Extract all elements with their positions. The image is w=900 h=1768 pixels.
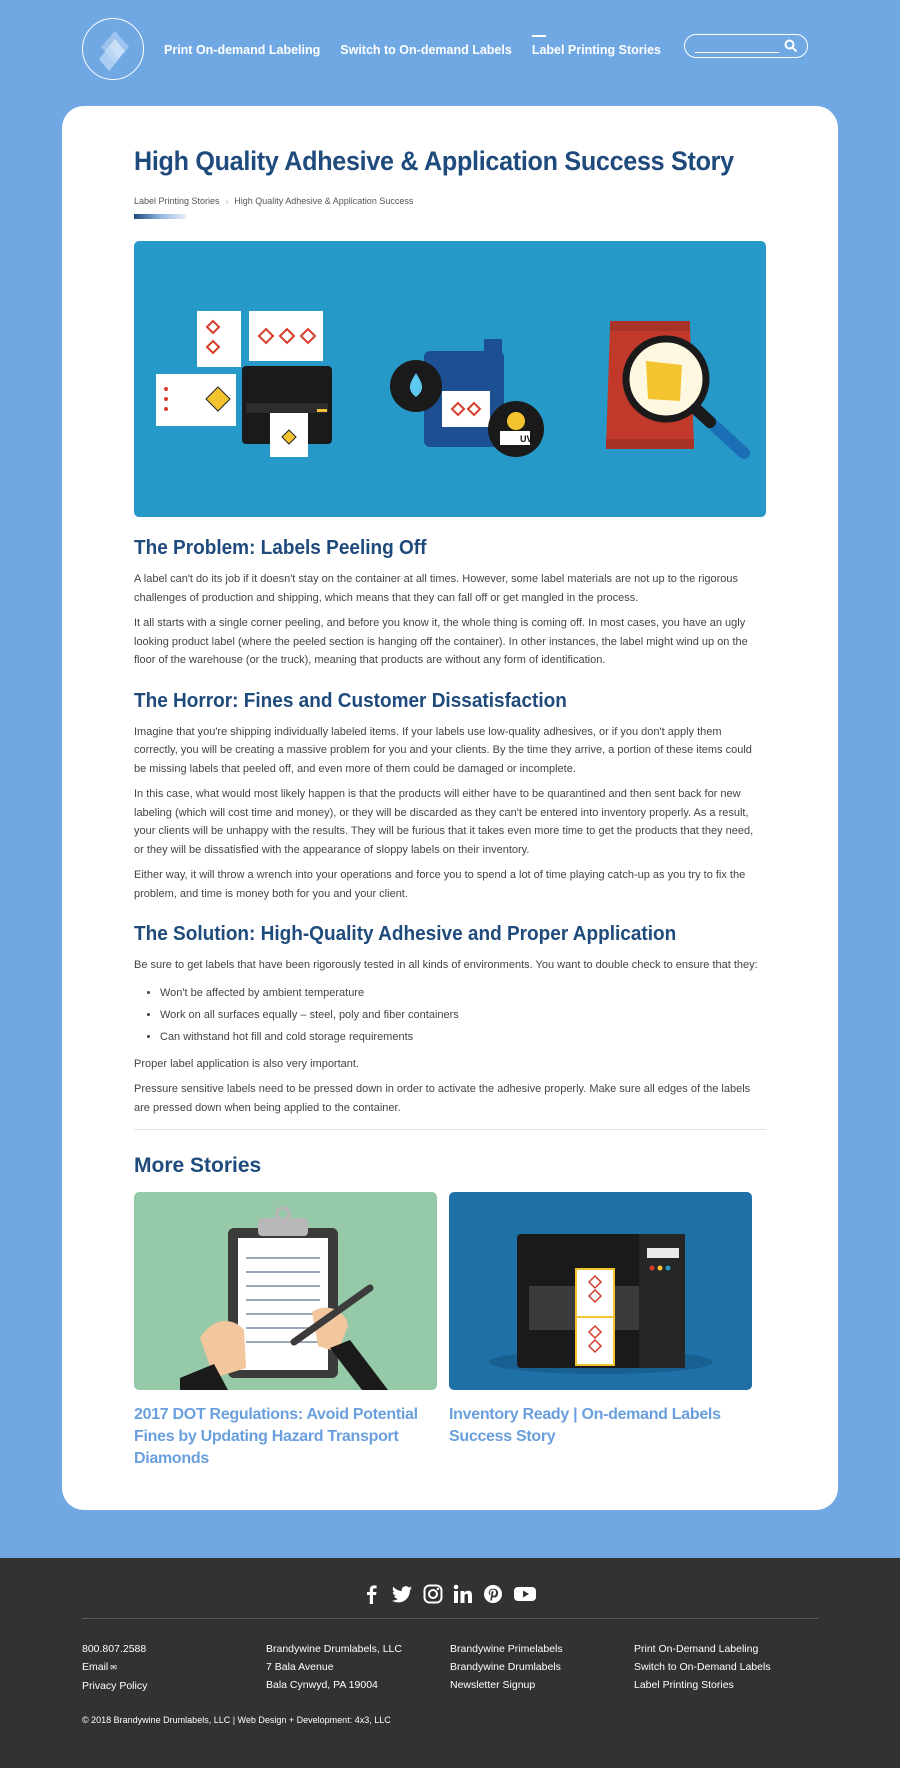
footer-address-line: 7 Bala Avenue	[266, 1661, 334, 1673]
instagram-icon[interactable]	[423, 1584, 443, 1609]
list-item: • Won't be affected by ambient temperature	[160, 982, 766, 1004]
logo-icon	[95, 29, 133, 71]
list-item: • Work on all surfaces equally – steel, poly and fiber containers	[160, 1004, 766, 1026]
paragraph: Proper label application is also very important.	[134, 1057, 360, 1070]
copyright-text: © 2018 Brandywine Drumlabels, LLC | Web Design + Development: 4x3, LLC	[82, 1715, 391, 1725]
svg-text:UV: UV	[520, 434, 533, 444]
paragraph: In this case, what would most likely happen is that the products will either have to be quarantined and then sent back for new labeling (which will cost time and money), or they will be discarded as they can't be entered into inventory properly. As a result, your clients will be unhappy with the results. They will be furious that it takes even more time to get the products that they need, or they will be dissatisfied with the appearance of sloppy labels on their inventory.	[134, 788, 754, 856]
section-heading-problem: The Problem: Labels Peeling Off	[134, 537, 427, 559]
story-title-link[interactable]: Inventory Ready | On-demand Labels Success Story	[449, 1406, 721, 1445]
footer-col-contact	[82, 1640, 266, 1695]
pinterest-icon[interactable]	[483, 1584, 503, 1609]
footer-col-brands	[450, 1640, 634, 1695]
footer-divider	[82, 1618, 818, 1619]
clipboard-illustration	[134, 1192, 437, 1390]
paragraph: It all starts with a single corner peeling, and before you know it, the whole thing is coming off. In most cases, you have an ugly looking product label (where the peeled section is hanging off the container). In other instances, the label might wind up on the floor of the warehouse (or the truck), meaning that products are without any form of identification.	[134, 617, 748, 666]
paragraph: Pressure sensitive labels need to be pressed down in order to activate the adhesive properly. Make sure all edges of the labels are pressed down when being applied to the container.	[134, 1083, 751, 1114]
footer-link-print-on-demand[interactable]: Print On-Demand Labeling	[634, 1643, 759, 1655]
site-header	[0, 0, 900, 100]
paragraph: Imagine that you're shipping individually labeled items. If your labels use low-quality adhesives, or if you don't apply them correctly, you will be creating a massive problem for you and your clients. By the time they arrive, a portion of these items could be missing labels that peeled off, and even more of them could be damaged or incomplete.	[134, 725, 752, 775]
footer-phone-link[interactable]: 800.807.2588	[82, 1643, 147, 1655]
divider	[134, 1129, 766, 1130]
site-footer	[0, 1558, 900, 1768]
footer-link-drumlabels[interactable]: Brandywine Drumlabels	[450, 1661, 561, 1673]
site-logo[interactable]	[82, 18, 144, 80]
footer-address-city: Bala Cynwyd, PA 19004	[266, 1679, 378, 1691]
footer-company-name: Brandywine Drumlabels, LLC	[266, 1643, 402, 1655]
breadcrumb-link-stories[interactable]: Label Printing Stories	[134, 196, 220, 206]
list-item: • Can withstand hot fill and cold storage requirements	[160, 1026, 766, 1048]
story-title-link[interactable]: 2017 DOT Regulations: Avoid Potential Fines by Updating Hazard Transport Diamonds	[134, 1406, 418, 1467]
linkedin-icon[interactable]	[453, 1584, 473, 1609]
section-heading-horror: The Horror: Fines and Customer Dissatisfaction	[134, 689, 567, 712]
youtube-icon[interactable]	[513, 1584, 537, 1609]
main-nav	[164, 43, 661, 57]
search-icon[interactable]	[784, 39, 797, 57]
search-input[interactable]	[695, 39, 779, 53]
facebook-icon[interactable]	[363, 1584, 381, 1609]
paragraph: Be sure to get labels that have been rigorously tested in all kinds of environments. You want to double check to ensure that they:	[134, 959, 758, 971]
more-stories-heading: More Stories	[134, 1154, 262, 1177]
footer-link-newsletter[interactable]: Newsletter Signup	[450, 1679, 536, 1691]
more-stories-grid	[134, 1192, 766, 1470]
paragraph: Either way, it will throw a wrench into your operations and force you to spend a lot of time playing catch-up as you try to fix the problem, and time is money both for you and your client.	[134, 869, 746, 900]
section-heading-solution: The Solution: High-Quality Adhesive and Proper Application	[134, 923, 677, 945]
reading-progress-bar	[134, 214, 186, 219]
nav-item-switch-to-on-demand[interactable]: Switch to On-demand Labels	[340, 43, 512, 57]
footer-link-stories[interactable]: Label Printing Stories	[634, 1679, 734, 1691]
footer-col-nav	[634, 1640, 818, 1695]
footer-columns	[82, 1640, 818, 1695]
hero-art	[134, 241, 766, 517]
printer-illustration	[449, 1192, 752, 1390]
breadcrumb-current: High Quality Adhesive & Application Success	[234, 196, 414, 206]
nav-item-print-on-demand[interactable]: Print On-demand Labeling	[164, 43, 321, 57]
story-card-dot-regulations[interactable]	[134, 1192, 437, 1470]
footer-email-link[interactable]: Email ✉	[82, 1661, 117, 1673]
article-content	[134, 146, 766, 1470]
search-box	[684, 34, 808, 58]
requirements-list	[160, 982, 766, 1048]
breadcrumb	[134, 196, 766, 206]
article-card	[62, 106, 838, 1510]
footer-col-address	[266, 1640, 450, 1695]
page-title: High Quality Adhesive & Application Success Story	[134, 146, 734, 176]
story-thumbnail[interactable]	[134, 1192, 437, 1390]
hazard-label-sheet-1	[197, 311, 241, 367]
story-card-inventory-ready[interactable]	[449, 1192, 752, 1470]
social-links	[0, 1584, 900, 1609]
footer-link-switch[interactable]: Switch to On-Demand Labels	[634, 1661, 771, 1673]
footer-link-primelabels[interactable]: Brandywine Primelabels	[450, 1643, 563, 1655]
twitter-icon[interactable]	[391, 1584, 413, 1609]
footer-privacy-link[interactable]: Privacy Policy	[82, 1680, 148, 1692]
envelope-icon: ✉	[110, 1663, 117, 1672]
hero-illustration	[134, 241, 766, 517]
paragraph: A label can't do its job if it doesn't stay on the container at all times. However, some label materials are not up to the rigorous challenges of production and shipping, which means that they can fall off or get mangled in the process.	[134, 573, 739, 604]
story-thumbnail[interactable]	[449, 1192, 752, 1390]
nav-item-label-printing-stories[interactable]: Label Printing Stories	[531, 43, 661, 57]
breadcrumb-separator-icon: ›	[225, 196, 229, 206]
